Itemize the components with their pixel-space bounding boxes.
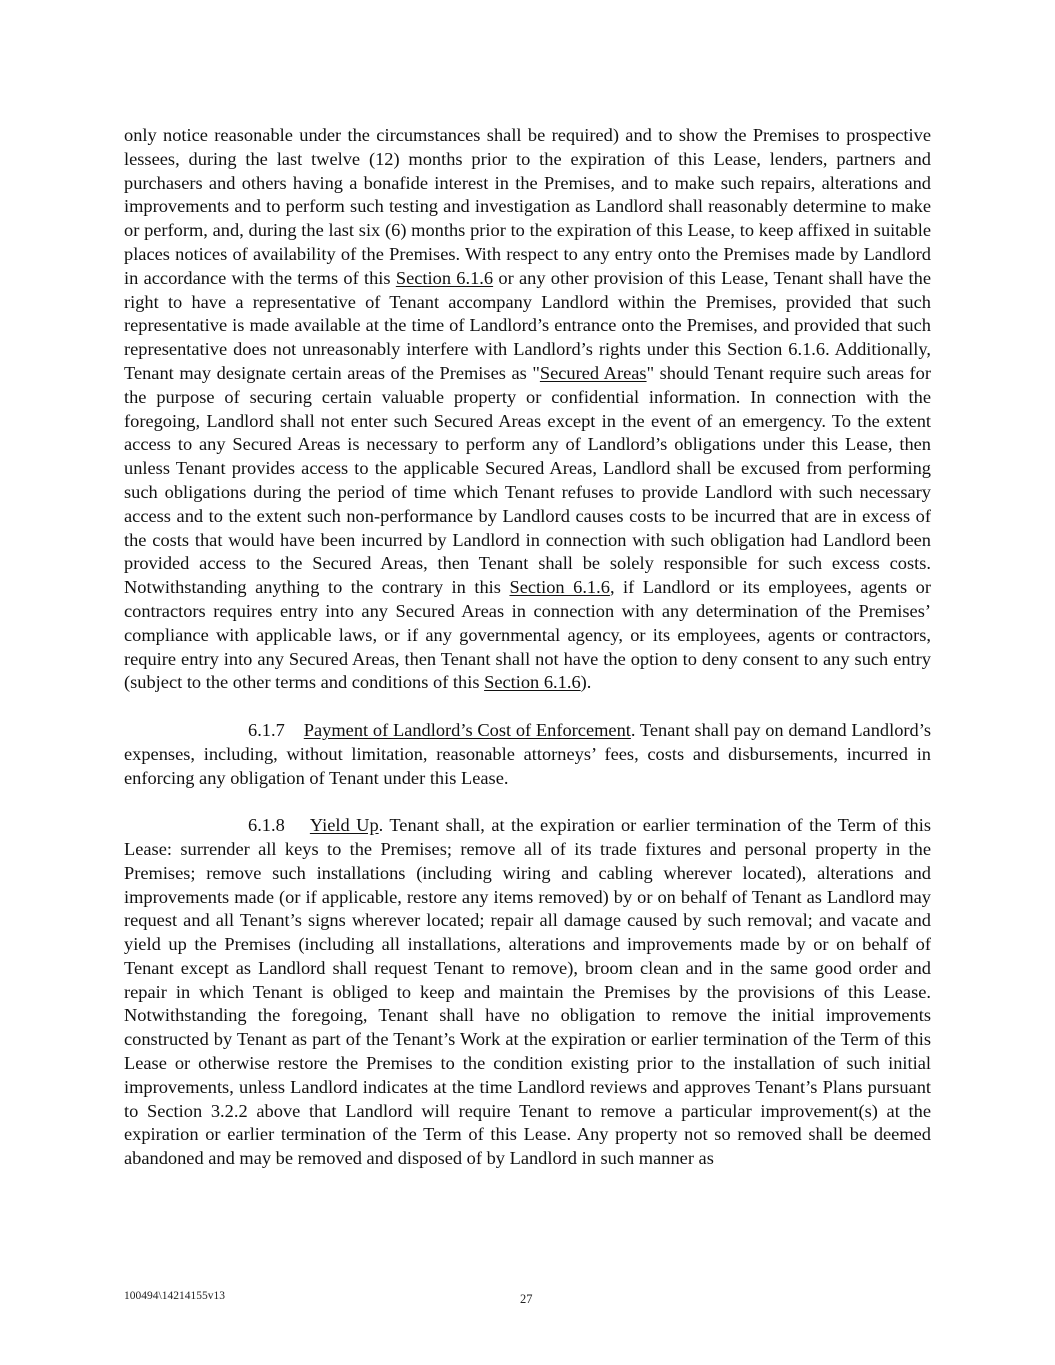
paragraph-6-1-7 — [124, 719, 931, 790]
paragraph-text: . Tenant shall, at the expiration or earlier termination of the Term of this Lease: surrender all keys to the Premises; remove all of its trade fixtures and personal property in the Premises; remove such installations (including wiring and cabling wherever located), alterations and improvements made (or if applicable, restore any items removed) by or on behalf of Tenant as Landlord may request and all Tenant’s signs wherever located; repair all damage caused by such removal; and vacate and yield up the Premises (including all installations, alterations and improvements made by or on behalf of Tenant except as Landlord shall request Tenant to remove), broom clean and in the same good order and repair in which Tenant is obliged to keep and maintain the Premises by the provisions of this Lease. Notwithstanding the foregoing, Tenant shall have no obligation to remove the initial improvements constructed by Tenant as part of the Tenant’s Work at the expiration or earlier termination of the Term of this Lease or otherwise restore the Premises to the condition existing prior to the installation of such initial improvements, unless Landlord indicates at the time Landlord reviews and approves Tenant’s Plans pursuant to Section 3.2.2 above that Landlord will require Tenant to remove a particular improvement(s) at the expiration or earlier termination of the Term of this Lease. Any property not so removed shall be deemed abandoned and may be removed and disposed of by Landlord in such manner as — [124, 815, 931, 1169]
section-heading: Payment of Landlord’s Cost of Enforcement — [303, 719, 631, 740]
defined-term: Secured Areas — [539, 362, 647, 383]
footer-document-id: 100494\14214155v13 — [124, 1290, 225, 1302]
paragraph-text: only notice reasonable under the circumstances shall be required) and to show the Premises to prospective lessees, during the last twelve (12) months prior to the expiration of this Lease, lenders, partners and purchasers and others having a bonafide interest in the Premises, and to make such repairs, alterations and improvements and to perform such testing and investigation as Landlord shall reasonably determine to make or perform, and, during the last six (6) months prior to the expiration of this Lease, to keep affixed in suitable places notices of availability of the Premises. With respect to any entry onto the Premises made by Landlord in accordance with the terms of this — [124, 125, 931, 288]
section-heading: Yield Up — [309, 815, 379, 836]
section-reference: Section 6.1.6 — [484, 672, 581, 693]
paragraph-text: . Tenant shall pay on demand Landlord’s expenses, including, without limitation, reasonable attorneys’ fees, costs and disbursements, incurred in enforcing any obligation of Tenant under this Lease. — [124, 719, 932, 788]
paragraph-text: or any other provision of this Lease, Tenant shall have the right to have a representative of Tenant accompany Landlord within the Premises, provided that such representative is made available at the time of Landlord’s entrance onto the Premises, and provided that such representative does not unreasonably interfere with Landlord’s rights under this Section 6.1.6. Additionally, Tenant may designate certain areas of the Premises as " — [124, 267, 932, 383]
section-spacer — [285, 720, 304, 740]
section-reference: Section 6.1.6 — [509, 577, 610, 598]
section-reference: Section 6.1.6 — [395, 267, 494, 288]
section-number: 6.1.7 — [248, 719, 285, 740]
paragraph-text: ). — [580, 672, 592, 693]
section-spacer — [285, 815, 310, 835]
paragraph-6-1-6-continued — [124, 124, 931, 695]
document-page — [124, 124, 931, 1171]
paragraph-text: " should Tenant require such areas for the purpose of securing certain valuable property or confidential information. In connection with the foregoing, Landlord shall not enter such Secured Areas except in the event of an emergency. To the extent access to any Secured Areas is necessary to perform any of Landlord’s obligations under this Lease, then unless Tenant provides access to the applicable Secured Areas, Landlord shall be excused from performing such obligations during the period of time which Tenant refuses to provide Landlord with such necessary access and to the extent such non-performance by Landlord causes costs to be incurred that are in excess of the costs that would have been incurred by Landlord in connection with such obligation had Landlord been provided access to the Secured Areas, then Tenant shall be solely responsible for such excess costs. Notwithstanding anything to the contrary in this — [124, 362, 931, 598]
section-number: 6.1.8 — [248, 815, 285, 836]
paragraph-text: , if Landlord or its employees, agents or contractors requires entry into any Secured Areas in connection with any determination of the Premises’ compliance with applicable laws, or if any governmental agency, or its employees, agents or contractors, require entry into any Secured Areas, then Tenant shall not have the option to deny consent to any such entry (subject to the other terms and conditions of this — [124, 577, 932, 693]
paragraph-6-1-8 — [124, 814, 931, 1171]
footer-page-number: 27 — [520, 1292, 533, 1306]
